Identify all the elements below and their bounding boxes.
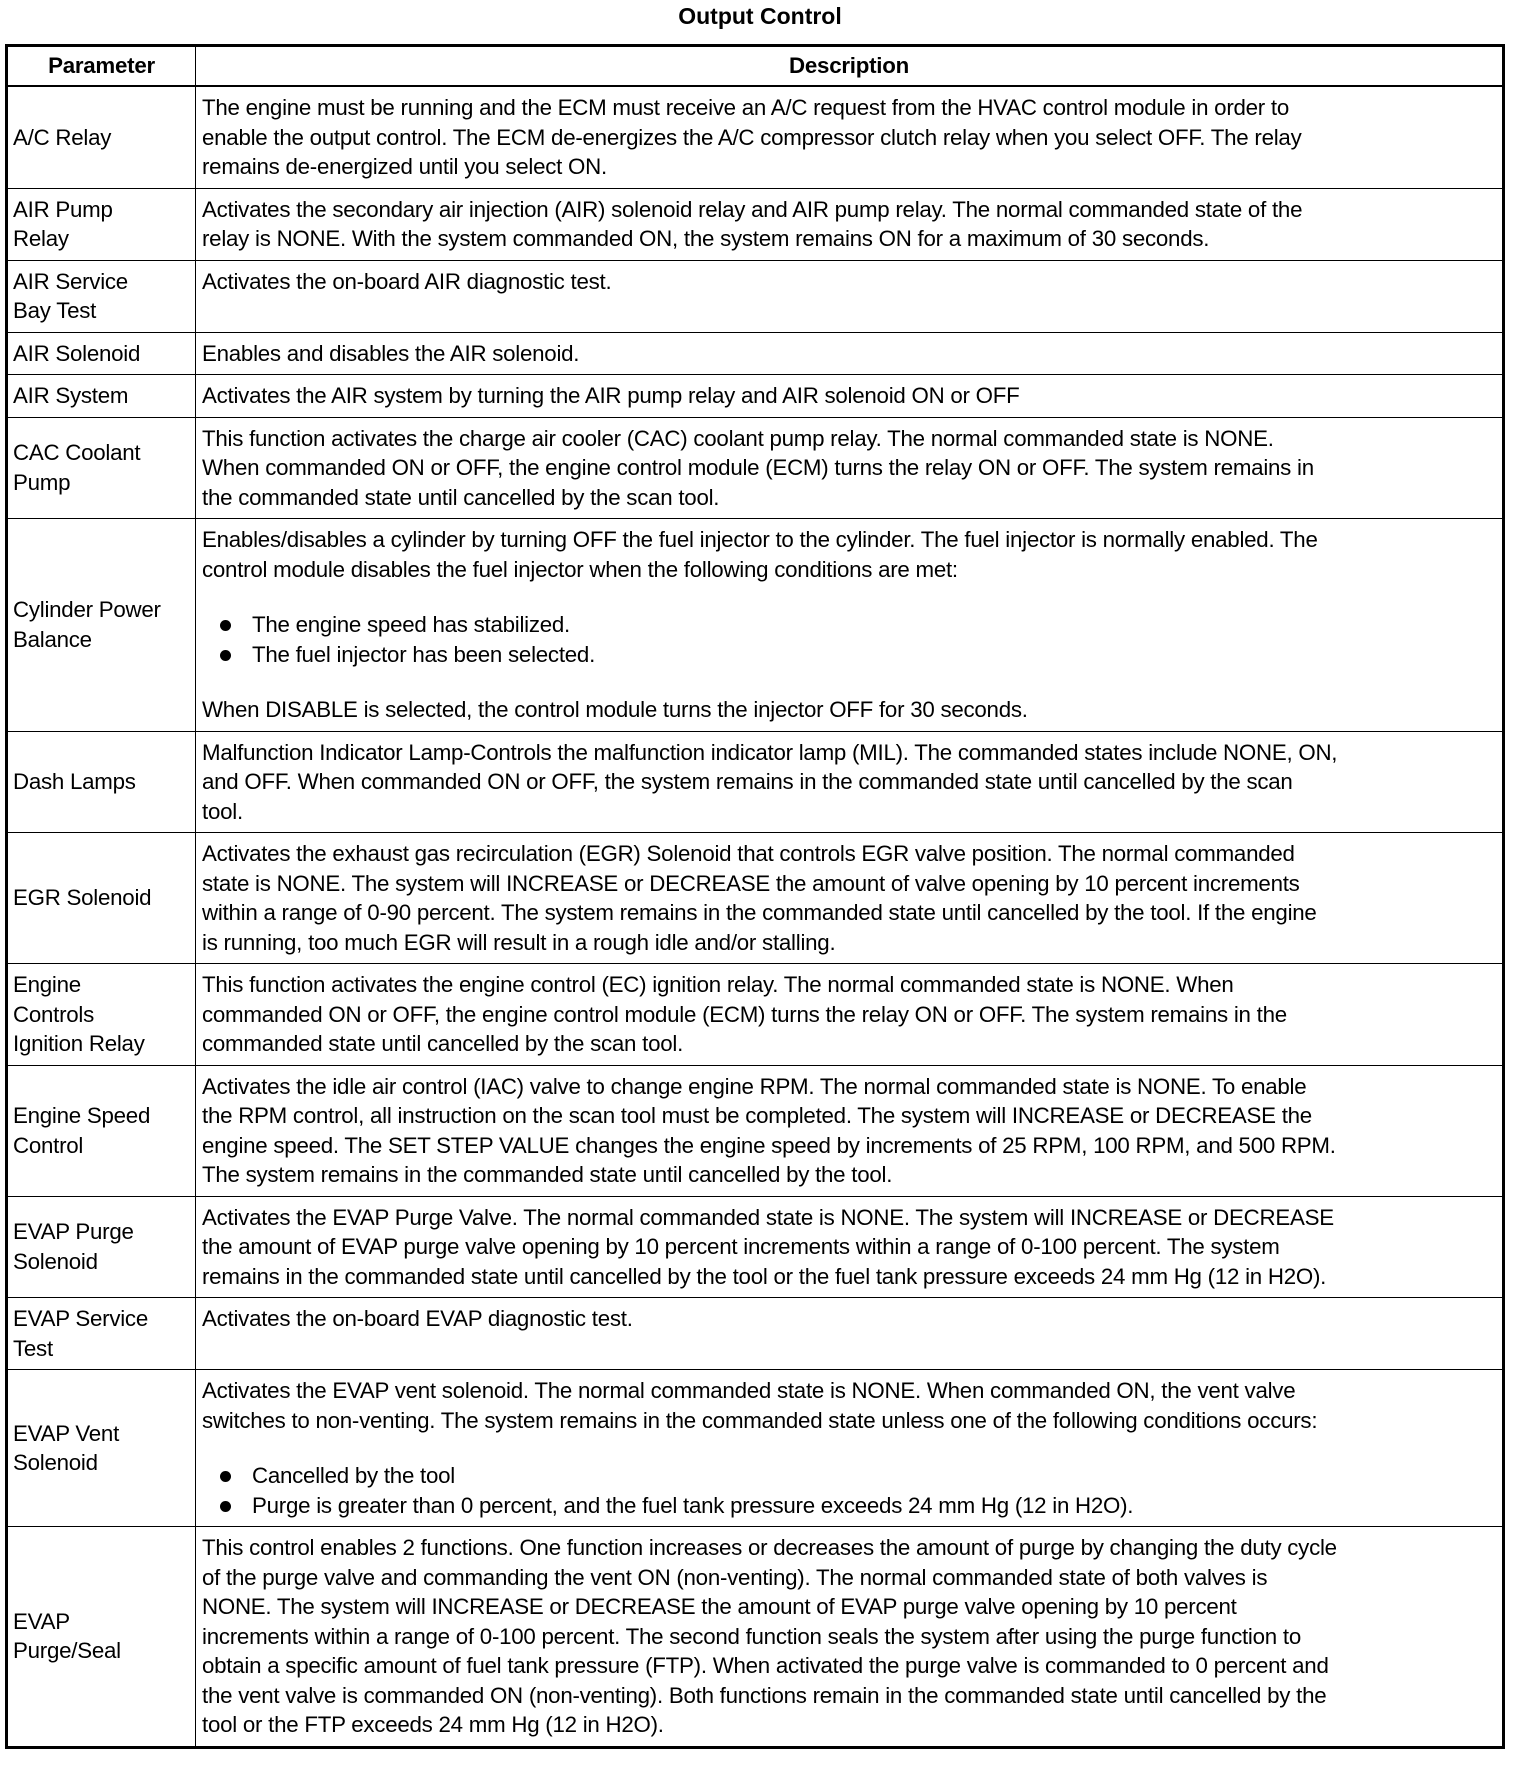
description-line: the vent valve is commanded ON (non-venting). Both functions remain in the commanded state until cancelled by the (202, 1682, 1327, 1708)
description-line: control module disables the fuel injector when the following conditions are met: (202, 556, 958, 582)
description-line: The engine must be running and the ECM must receive an A/C request from the HVAC control module in order to (202, 95, 1290, 120)
bullet-text: Cancelled by the tool (252, 1463, 455, 1488)
description-cell (196, 1065, 1504, 1196)
description-line: the RPM control, all instruction on the scan tool must be completed. The system will INCREASE or DECREASE the (202, 1103, 1312, 1128)
description-line: obtain a specific amount of fuel tank pressure (FTP). When activated the purge valve is commanded to 0 percent and (202, 1653, 1329, 1678)
description-line: Activates the idle air control (IAC) valve to change engine RPM. The normal commanded state is NONE. To enable (202, 1073, 1307, 1099)
parameter-text: AIR Pump (13, 196, 113, 222)
parameter-cell (7, 188, 196, 260)
description-line: Activates the secondary air injection (AIR) solenoid relay and AIR pump relay. The normal commanded state of the (202, 196, 1303, 222)
description-line: remains de-energized until you select ON. (202, 154, 607, 179)
description-cell (196, 260, 1504, 332)
parameter-text: EVAP Purge (13, 1219, 134, 1245)
parameter-text: Controls (13, 1001, 95, 1027)
bullet-icon (220, 620, 231, 631)
parameter-cell (7, 833, 196, 964)
parameter-text: EVAP Service (13, 1306, 148, 1331)
description-cell (196, 86, 1504, 188)
page-title: Output Control (678, 3, 842, 29)
description-cell (196, 519, 1504, 732)
parameter-cell (7, 86, 196, 188)
description-line: the amount of EVAP purge valve opening by 10 percent increments within a range of 0-100 percent. The system (202, 1234, 1280, 1259)
parameter-cell (7, 1298, 196, 1370)
description-cell (196, 375, 1504, 418)
description-line: of the purge valve and commanding the vent ON (non-venting). The normal commanded state of both valves is (202, 1564, 1268, 1590)
description-cell (196, 417, 1504, 519)
parameter-text: Ignition Relay (13, 1031, 145, 1056)
description-line: Activates the exhaust gas recirculation (EGR) Solenoid that controls EGR valve position. The normal commanded (202, 841, 1295, 866)
description-line: Activates the on-board EVAP diagnostic test. (202, 1306, 633, 1331)
description-cell (196, 1527, 1504, 1748)
description-line: Malfunction Indicator Lamp-Controls the malfunction indicator lamp (MIL). The commanded states include NONE, ON, (202, 739, 1338, 765)
table-row (7, 417, 1504, 519)
parameter-text: AIR Service (13, 268, 128, 294)
description-line: and OFF. When commanded ON or OFF, the system remains in the commanded state until cancelled by the scan (202, 769, 1293, 794)
parameter-text: Balance (13, 626, 92, 652)
table-row (7, 260, 1504, 332)
parameter-text: Engine Speed (13, 1103, 151, 1128)
description-line: enable the output control. The ECM de-energizes the A/C compressor clutch relay when you select OFF. The relay (202, 124, 1302, 150)
parameter-text: AIR System (13, 383, 129, 408)
table-row (7, 188, 1504, 260)
description-line: Activates the EVAP Purge Valve. The normal commanded state is NONE. The system will INCREASE or DECREASE (202, 1204, 1334, 1230)
bullet-text: The fuel injector has been selected. (252, 641, 596, 667)
parameter-text: A/C Relay (13, 124, 112, 150)
description-line: Enables and disables the AIR solenoid. (202, 340, 580, 366)
table-row (7, 519, 1504, 732)
table-row (7, 833, 1504, 964)
bullet-item (202, 1491, 1498, 1521)
parameter-cell (7, 1527, 196, 1748)
parameter-cell (7, 1370, 196, 1527)
parameter-text: Relay (13, 226, 69, 251)
description-line: The system remains in the commanded state until cancelled by the tool. (202, 1162, 893, 1187)
description-cell (196, 833, 1504, 964)
spacer (202, 584, 1498, 610)
description-line: within a range of 0-90 percent. The system remains in the commanded state until cancelled by the tool. If the engine (202, 900, 1317, 925)
parameter-text: EGR Solenoid (13, 885, 152, 911)
table-row (7, 731, 1504, 833)
description-cell (196, 1196, 1504, 1298)
parameter-cell (7, 964, 196, 1066)
description-line: Activates the EVAP vent solenoid. The normal commanded state is NONE. When commanded ON, the vent valve (202, 1378, 1296, 1403)
description-line: state is NONE. The system will INCREASE or DECREASE the amount of valve opening by 10 percent increments (202, 870, 1300, 896)
table-row (7, 1370, 1504, 1527)
parameter-text: Dash Lamps (13, 769, 136, 794)
parameter-cell (7, 1196, 196, 1298)
description-cell (196, 188, 1504, 260)
description-line: This function activates the engine control (EC) ignition relay. The normal commanded state is NONE. When (202, 972, 1234, 997)
description-cell (196, 332, 1504, 375)
description-line: When commanded ON or OFF, the engine control module (ECM) turns the relay ON or OFF. The system remains in (202, 455, 1314, 480)
table-row (7, 1298, 1504, 1370)
bullet-text: The engine speed has stabilized. (252, 612, 571, 637)
parameter-text: Control (13, 1132, 84, 1158)
description-line: engine speed. The SET STEP VALUE changes the engine speed by increments of 25 RPM, 100 RPM, and 500 RPM. (202, 1132, 1336, 1158)
bullet-item (202, 640, 1498, 670)
description-cell (196, 964, 1504, 1066)
parameter-text: Engine (13, 972, 81, 997)
bullet-icon (220, 1501, 231, 1512)
description-line: tool. (202, 798, 243, 824)
parameter-text: CAC Coolant (13, 440, 141, 466)
description-cell (196, 731, 1504, 833)
bullet-item (202, 1461, 1498, 1491)
parameter-text: EVAP (13, 1608, 70, 1634)
description-line: NONE. The system will INCREASE or DECREASE the amount of EVAP purge valve opening by 10 percent (202, 1594, 1237, 1619)
table-row (7, 1065, 1504, 1196)
description-line: Activates the AIR system by turning the AIR pump relay and AIR solenoid ON or OFF (202, 383, 1020, 408)
description-line: Activates the on-board AIR diagnostic test. (202, 268, 612, 294)
description-line: commanded state until cancelled by the scan tool. (202, 1031, 684, 1056)
table-row (7, 332, 1504, 375)
output-control-table (5, 44, 1505, 1749)
parameter-text: EVAP Vent (13, 1420, 120, 1446)
description-line: tool or the FTP exceeds 24 mm Hg (12 in H2O). (202, 1712, 664, 1737)
bullet-text: Purge is greater than 0 percent, and the fuel tank pressure exceeds 24 mm Hg (12 in H2O). (252, 1492, 1134, 1518)
description-line (202, 296, 1498, 326)
parameter-text: Cylinder Power (13, 597, 161, 623)
description-cell (196, 1370, 1504, 1527)
parameter-cell (7, 417, 196, 519)
parameter-cell (7, 519, 196, 732)
description-line: is running, too much EGR will result in a rough idle and/or stalling. (202, 929, 836, 955)
description-line: relay is NONE. With the system commanded ON, the system remains ON for a maximum of 30 seconds. (202, 226, 1210, 251)
description-line (202, 1334, 1498, 1364)
table-row (7, 964, 1504, 1066)
parameter-text: Test (13, 1335, 53, 1361)
table-row (7, 86, 1504, 188)
bullet-icon (220, 1471, 231, 1482)
parameter-text: AIR Solenoid (13, 340, 141, 366)
header-parameter: Parameter (7, 46, 196, 87)
description-line: This control enables 2 functions. One function increases or decreases the amount of purge by changing the duty cycle (202, 1535, 1337, 1560)
table-header-row (7, 46, 1504, 87)
description-line: the commanded state until cancelled by the scan tool. (202, 484, 720, 510)
description-line: switches to non-venting. The system remains in the commanded state unless one of the following conditions occurs: (202, 1407, 1318, 1433)
parameter-cell (7, 260, 196, 332)
parameter-text: Solenoid (13, 1248, 98, 1274)
bullet-item (202, 610, 1498, 640)
spacer (202, 1435, 1498, 1461)
table-row (7, 1527, 1504, 1748)
parameter-text: Solenoid (13, 1450, 98, 1475)
parameter-text: Purge/Seal (13, 1638, 121, 1664)
table-row (7, 1196, 1504, 1298)
description-line: This function activates the charge air cooler (CAC) coolant pump relay. The normal commanded state is NONE. (202, 425, 1274, 451)
parameter-text: Bay Test (13, 298, 97, 323)
table-row (7, 375, 1504, 418)
description-cell (196, 1298, 1504, 1370)
description-line: increments within a range of 0-100 percent. The second function seals the system after using the purge function to (202, 1623, 1301, 1649)
bullet-icon (220, 650, 231, 661)
parameter-text: Pump (13, 469, 71, 495)
description-line: remains in the commanded state until cancelled by the tool or the fuel tank pressure exceeds 24 mm Hg (12 in H2O). (202, 1263, 1327, 1289)
parameter-cell (7, 375, 196, 418)
header-description: Description (196, 46, 1504, 87)
parameter-cell (7, 1065, 196, 1196)
parameter-cell (7, 731, 196, 833)
spacer (202, 669, 1498, 695)
description-line: When DISABLE is selected, the control module turns the injector OFF for 30 seconds. (202, 697, 1028, 722)
description-line: Enables/disables a cylinder by turning OFF the fuel injector to the cylinder. The fuel injector is normally enabled. The (202, 527, 1318, 552)
description-line: commanded ON or OFF, the engine control module (ECM) turns the relay ON or OFF. The system remains in the (202, 1001, 1287, 1027)
parameter-cell (7, 332, 196, 375)
